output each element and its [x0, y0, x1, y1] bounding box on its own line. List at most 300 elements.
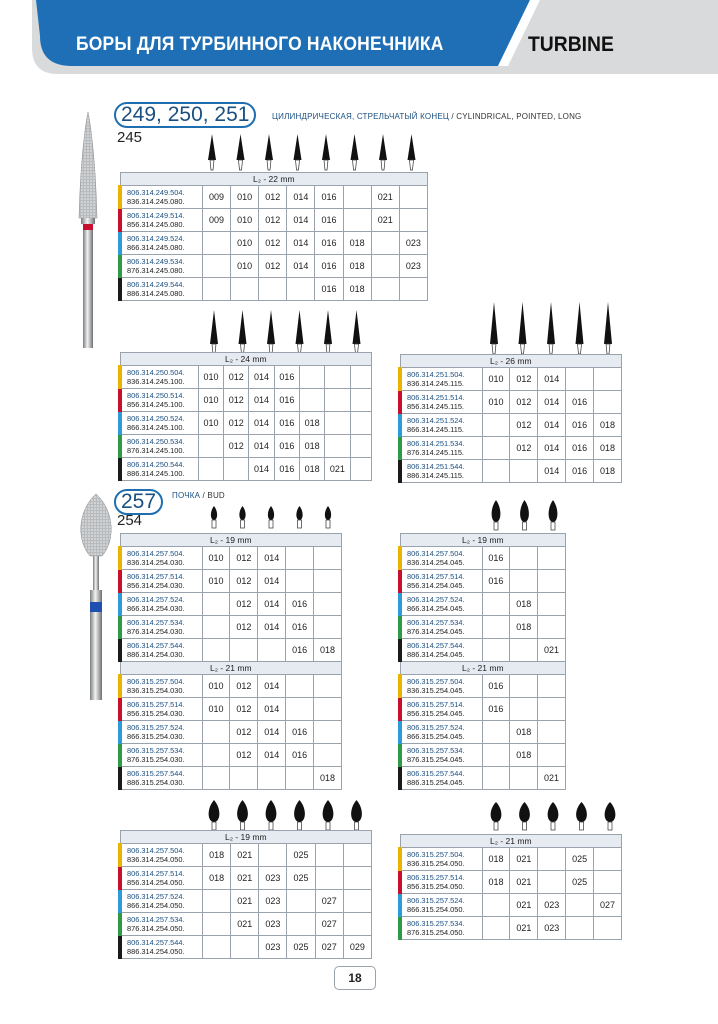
page-number: 18	[334, 966, 376, 990]
size-cell	[482, 437, 510, 460]
length-header: L₂ - 21 mm	[400, 835, 622, 848]
table-row	[120, 844, 372, 867]
code-secondary: 836.314.245.080.	[127, 197, 185, 206]
table-row	[400, 675, 566, 698]
pointed-bur-shape	[265, 134, 273, 160]
size-cell: 018	[510, 616, 538, 639]
size-cell	[230, 767, 258, 790]
size-cell: 016	[286, 721, 314, 744]
table-row	[120, 675, 342, 698]
product-code	[120, 389, 198, 412]
bud-bur-shape	[239, 506, 245, 520]
size-cell: 012	[224, 412, 249, 435]
size-cell	[482, 917, 510, 940]
table-row	[400, 848, 622, 871]
size-cell: 021	[371, 209, 399, 232]
bur-neck-shape	[494, 522, 498, 530]
size-cell: 010	[202, 675, 230, 698]
table-row	[120, 209, 428, 232]
desc-separator: /	[448, 112, 457, 121]
bur-shapes-row-24mm	[200, 308, 372, 358]
size-cell: 016	[274, 412, 299, 435]
size-cell: 014	[538, 414, 566, 437]
bur-neck-shape	[324, 160, 328, 170]
product-code	[400, 460, 482, 483]
table-row	[120, 389, 372, 412]
code-primary: 806.314.257.524.	[127, 595, 185, 604]
size-cell: 012	[259, 186, 287, 209]
size-cell: 025	[566, 871, 594, 894]
size-cell	[350, 458, 371, 481]
table-row	[120, 412, 372, 435]
product-code	[120, 616, 202, 639]
code-primary: 806.315.257.504.	[407, 677, 465, 686]
length-header: L₂ - 21 mm	[120, 662, 342, 675]
size-cell	[343, 209, 371, 232]
size-cell: 014	[287, 209, 315, 232]
table-row	[400, 391, 622, 414]
bur-neck-shape	[267, 160, 271, 170]
bur-neck-shape	[326, 520, 330, 528]
code-primary: 806.315.257.534.	[127, 746, 185, 755]
code-primary: 806.314.257.514.	[127, 572, 185, 581]
code-secondary: 866.315.254.030.	[127, 732, 185, 741]
code-secondary: 876.314.254.045.	[407, 627, 465, 636]
table-row	[400, 593, 566, 616]
size-cell: 016	[274, 458, 299, 481]
size-cell	[286, 675, 314, 698]
size-cell: 018	[343, 278, 371, 301]
bur-neck-shape	[355, 822, 359, 830]
bur-neck-shape	[494, 822, 498, 830]
size-cell: 014	[258, 698, 286, 721]
size-cell	[566, 894, 594, 917]
bud-bur-shape	[351, 800, 362, 822]
code-secondary: 856.315.254.030.	[127, 709, 185, 718]
size-cell	[202, 278, 230, 301]
size-cell	[510, 460, 538, 483]
code-primary: 806.314.257.544.	[127, 641, 185, 650]
code-secondary: 856.314.254.050.	[127, 878, 185, 887]
size-cell: 010	[231, 209, 259, 232]
size-cell	[343, 867, 371, 890]
size-cell: 029	[343, 936, 371, 959]
product-code	[120, 744, 202, 767]
size-cell	[287, 278, 315, 301]
table-bud-large-21mm	[398, 834, 622, 940]
pointed-bur-shape	[379, 134, 387, 160]
bud-bur-shape	[237, 800, 248, 822]
product-code	[120, 593, 202, 616]
table-row	[400, 894, 622, 917]
size-cell	[538, 570, 566, 593]
bur-neck-shape	[410, 160, 414, 170]
bud-bur-shape	[268, 506, 274, 520]
bur-neck-shape	[492, 344, 496, 354]
size-cell	[399, 209, 427, 232]
table-row	[400, 616, 566, 639]
pointed-bur-shape	[294, 134, 302, 160]
code-secondary: 866.314.245.080.	[127, 243, 185, 252]
size-cell: 010	[482, 368, 510, 391]
size-cell: 014	[258, 593, 286, 616]
size-cell: 027	[594, 894, 622, 917]
table-row	[120, 570, 342, 593]
size-cell: 018	[482, 848, 510, 871]
code-primary: 806.314.257.504.	[127, 549, 185, 558]
pointed-bur-shape	[408, 134, 416, 160]
desc-ru: ЦИЛИНДРИЧЕСКАЯ, СТРЕЛЬЧАТЫЙ КОНЕЦ	[272, 112, 449, 121]
size-cell: 012	[230, 547, 258, 570]
bur-neck-shape	[210, 160, 214, 170]
size-cell: 016	[482, 698, 510, 721]
size-cell	[350, 412, 371, 435]
product-code	[400, 570, 482, 593]
size-cell	[314, 570, 342, 593]
page-title: БОРЫ ДЛЯ ТУРБИННОГО НАКОНЕЧНИКА	[76, 34, 444, 55]
code-secondary: 866.315.254.050.	[407, 905, 465, 914]
pointed-bur-shape	[351, 134, 359, 160]
section-2-sub-number: 254	[117, 512, 143, 529]
size-cell: 018	[594, 437, 622, 460]
size-cell: 014	[258, 675, 286, 698]
size-cell	[314, 675, 342, 698]
size-cell	[482, 593, 510, 616]
size-cell	[510, 639, 538, 662]
size-cell	[299, 389, 324, 412]
code-secondary: 886.315.254.045.	[407, 778, 465, 787]
product-code	[120, 867, 203, 890]
size-cell	[325, 435, 350, 458]
length-header: L₂ - 24 mm	[120, 353, 372, 366]
code-primary: 806.314.250.534.	[127, 437, 185, 446]
size-cell: 018	[314, 767, 342, 790]
size-cell	[287, 913, 315, 936]
table-row	[400, 917, 622, 940]
code-primary: 806.315.257.534.	[407, 919, 465, 928]
size-cell: 018	[343, 232, 371, 255]
size-cell: 023	[399, 232, 427, 255]
size-cell	[314, 616, 342, 639]
length-header: L₂ - 19 mm	[120, 831, 372, 844]
code-primary: 806.314.257.514.	[407, 572, 465, 581]
code-secondary: 836.314.254.045.	[407, 558, 465, 567]
size-cell: 012	[510, 368, 538, 391]
size-cell: 014	[249, 366, 274, 389]
code-primary: 806.315.257.524.	[407, 896, 465, 905]
size-cell: 021	[510, 848, 538, 871]
size-cell: 016	[566, 391, 594, 414]
size-cell: 010	[198, 389, 223, 412]
length-header-row	[120, 534, 342, 547]
size-cell	[594, 391, 622, 414]
bur-shapes-row-bud-medium	[482, 498, 568, 536]
table-row	[120, 435, 372, 458]
size-cell: 010	[482, 391, 510, 414]
size-cell: 016	[315, 186, 343, 209]
size-cell	[314, 721, 342, 744]
size-cell: 016	[482, 547, 510, 570]
table-row	[120, 616, 342, 639]
size-cell	[202, 767, 230, 790]
size-cell	[343, 186, 371, 209]
code-primary: 806.314.257.534.	[127, 915, 185, 924]
size-cell	[299, 366, 324, 389]
table-row	[120, 721, 342, 744]
size-cell	[482, 744, 510, 767]
product-code	[400, 675, 482, 698]
table-row	[120, 744, 342, 767]
code-secondary: 876.314.254.050.	[127, 924, 185, 933]
bud-bur-shape	[549, 500, 558, 522]
size-cell: 010	[231, 186, 259, 209]
size-cell	[230, 639, 258, 662]
length-header: L₂ - 19 mm	[120, 534, 342, 547]
table-row	[400, 744, 566, 767]
size-cell	[258, 639, 286, 662]
pointed-bur-shape	[210, 310, 218, 344]
size-cell	[350, 389, 371, 412]
product-code	[120, 366, 198, 389]
size-cell: 014	[258, 570, 286, 593]
bur-image-long-pointed	[66, 108, 110, 348]
size-cell: 018	[482, 871, 510, 894]
size-cell: 012	[510, 391, 538, 414]
code-primary: 806.315.257.514.	[407, 873, 465, 882]
size-cell	[202, 255, 230, 278]
code-secondary: 836.315.254.045.	[407, 686, 465, 695]
size-cell	[203, 913, 231, 936]
size-cell	[538, 721, 566, 744]
bur-neck-shape	[523, 822, 527, 830]
bud-bur-shape	[323, 800, 334, 822]
pointed-bur-shape	[519, 302, 527, 344]
size-cell: 016	[315, 232, 343, 255]
size-cell	[350, 366, 371, 389]
code-primary: 806.314.257.504.	[127, 846, 185, 855]
code-secondary: 876.315.254.045.	[407, 755, 465, 764]
code-primary: 806.314.251.504.	[407, 370, 465, 379]
size-cell	[538, 616, 566, 639]
section-1-description	[272, 112, 581, 121]
code-primary: 806.315.257.524.	[127, 723, 185, 732]
bur-neck-shape	[606, 344, 610, 354]
bur-neck-shape	[326, 822, 330, 830]
table-row	[400, 437, 622, 460]
size-cell	[482, 616, 510, 639]
size-cell: 023	[538, 894, 566, 917]
bud-bur-shape	[519, 802, 530, 822]
size-cell	[286, 767, 314, 790]
size-cell: 023	[259, 867, 287, 890]
size-cell	[258, 767, 286, 790]
length-header-row	[120, 173, 428, 186]
size-cell: 016	[274, 366, 299, 389]
size-cell: 009	[202, 186, 230, 209]
size-cell: 018	[510, 593, 538, 616]
size-cell: 014	[538, 368, 566, 391]
size-cell: 012	[230, 570, 258, 593]
bur-neck-shape	[353, 160, 357, 170]
size-cell	[314, 593, 342, 616]
code-secondary: 876.315.254.050.	[407, 928, 465, 937]
size-cell: 014	[249, 435, 274, 458]
pointed-bur-shape	[490, 302, 498, 344]
size-cell	[594, 917, 622, 940]
size-cell: 014	[538, 460, 566, 483]
table-row	[120, 232, 428, 255]
size-cell	[286, 547, 314, 570]
size-cell: 012	[224, 389, 249, 412]
product-code	[400, 744, 482, 767]
length-header: L₂ - 22 mm	[120, 173, 428, 186]
code-secondary: 856.315.254.045.	[407, 709, 465, 718]
table-row	[120, 593, 342, 616]
size-cell: 021	[510, 917, 538, 940]
code-primary: 806.314.249.504.	[127, 188, 185, 197]
bur-neck-shape	[580, 822, 584, 830]
length-header: L₂ - 21 mm	[400, 662, 566, 675]
size-cell	[202, 744, 230, 767]
bur-neck-shape	[298, 520, 302, 528]
table-row	[120, 913, 372, 936]
bud-bur-shape	[266, 800, 277, 822]
product-code	[120, 458, 198, 481]
desc-separator: /	[200, 491, 208, 500]
code-secondary: 856.314.254.045.	[407, 581, 465, 590]
size-cell: 016	[286, 616, 314, 639]
size-cell	[198, 435, 223, 458]
code-primary: 806.315.257.544.	[407, 769, 465, 778]
code-secondary: 856.314.245.100.	[127, 400, 185, 409]
bur-neck-shape	[551, 822, 555, 830]
size-cell	[399, 278, 427, 301]
length-header-row	[120, 353, 372, 366]
size-cell: 016	[315, 209, 343, 232]
size-cell	[510, 570, 538, 593]
size-cell: 027	[315, 913, 343, 936]
product-code	[120, 547, 202, 570]
product-code	[120, 698, 202, 721]
size-cell: 016	[315, 278, 343, 301]
table-row	[120, 278, 428, 301]
bur-neck-shape	[381, 160, 385, 170]
size-cell: 009	[202, 209, 230, 232]
size-cell: 021	[325, 458, 350, 481]
table-row	[120, 186, 428, 209]
size-cell: 018	[299, 412, 324, 435]
size-cell: 010	[202, 698, 230, 721]
size-cell: 021	[510, 894, 538, 917]
code-secondary: 886.314.245.100.	[127, 469, 185, 478]
size-cell: 025	[287, 844, 315, 867]
size-cell: 012	[230, 698, 258, 721]
size-cell: 016	[482, 675, 510, 698]
size-cell: 021	[538, 767, 566, 790]
table-24mm	[118, 352, 372, 481]
length-header-row	[120, 831, 372, 844]
table-row	[120, 366, 372, 389]
size-cell: 012	[230, 744, 258, 767]
table-row	[400, 460, 622, 483]
table-row	[400, 721, 566, 744]
code-primary: 806.314.251.524.	[407, 416, 465, 425]
table-row	[400, 871, 622, 894]
size-cell: 023	[259, 913, 287, 936]
size-cell	[510, 675, 538, 698]
size-cell: 018	[594, 414, 622, 437]
bur-neck-shape	[551, 522, 555, 530]
size-cell: 016	[482, 570, 510, 593]
table-row	[120, 936, 372, 959]
size-cell	[510, 698, 538, 721]
code-secondary: 856.315.254.050.	[407, 882, 465, 891]
table-row	[120, 458, 372, 481]
table-row	[400, 767, 566, 790]
size-cell	[371, 278, 399, 301]
size-cell	[202, 232, 230, 255]
size-cell	[371, 232, 399, 255]
code-secondary: 876.314.254.030.	[127, 627, 185, 636]
code-secondary: 876.315.254.030.	[127, 755, 185, 764]
size-cell: 016	[566, 414, 594, 437]
code-primary: 806.314.250.524.	[127, 414, 185, 423]
section-1-sub-number: 245	[117, 129, 143, 146]
size-cell	[286, 698, 314, 721]
size-cell	[202, 721, 230, 744]
size-cell	[314, 744, 342, 767]
size-cell	[231, 936, 259, 959]
code-primary: 806.314.251.544.	[407, 462, 465, 471]
size-cell	[482, 767, 510, 790]
size-cell	[198, 458, 223, 481]
size-cell: 010	[231, 255, 259, 278]
code-primary: 806.314.250.544.	[127, 460, 185, 469]
size-cell	[202, 593, 230, 616]
product-code	[120, 186, 202, 209]
bud-bur-shape	[211, 506, 217, 520]
size-cell: 016	[286, 744, 314, 767]
size-cell: 018	[510, 744, 538, 767]
product-code	[400, 639, 482, 662]
size-cell	[203, 890, 231, 913]
product-code	[120, 639, 202, 662]
length-header-row	[400, 835, 622, 848]
size-cell: 023	[259, 890, 287, 913]
code-primary: 806.315.257.504.	[407, 850, 465, 859]
product-code	[400, 698, 482, 721]
size-cell	[343, 913, 371, 936]
code-secondary: 836.314.245.115.	[407, 379, 464, 388]
table-bud-19-21mm	[118, 533, 342, 790]
pointed-bur-shape	[353, 310, 361, 344]
code-secondary: 836.314.245.100.	[127, 377, 185, 386]
bur-neck-shape	[239, 160, 243, 170]
size-cell	[315, 844, 343, 867]
product-code	[400, 848, 482, 871]
bud-bur-shape	[520, 500, 529, 522]
bur-neck-shape	[523, 522, 527, 530]
code-secondary: 856.314.245.080.	[127, 220, 185, 229]
code-primary: 806.314.257.514.	[127, 869, 185, 878]
bur-shapes-row-bud-large-21	[482, 800, 622, 834]
size-cell: 012	[230, 721, 258, 744]
size-cell: 021	[231, 867, 259, 890]
size-cell: 025	[566, 848, 594, 871]
product-code	[400, 547, 482, 570]
page-header	[0, 0, 718, 96]
size-cell	[202, 616, 230, 639]
